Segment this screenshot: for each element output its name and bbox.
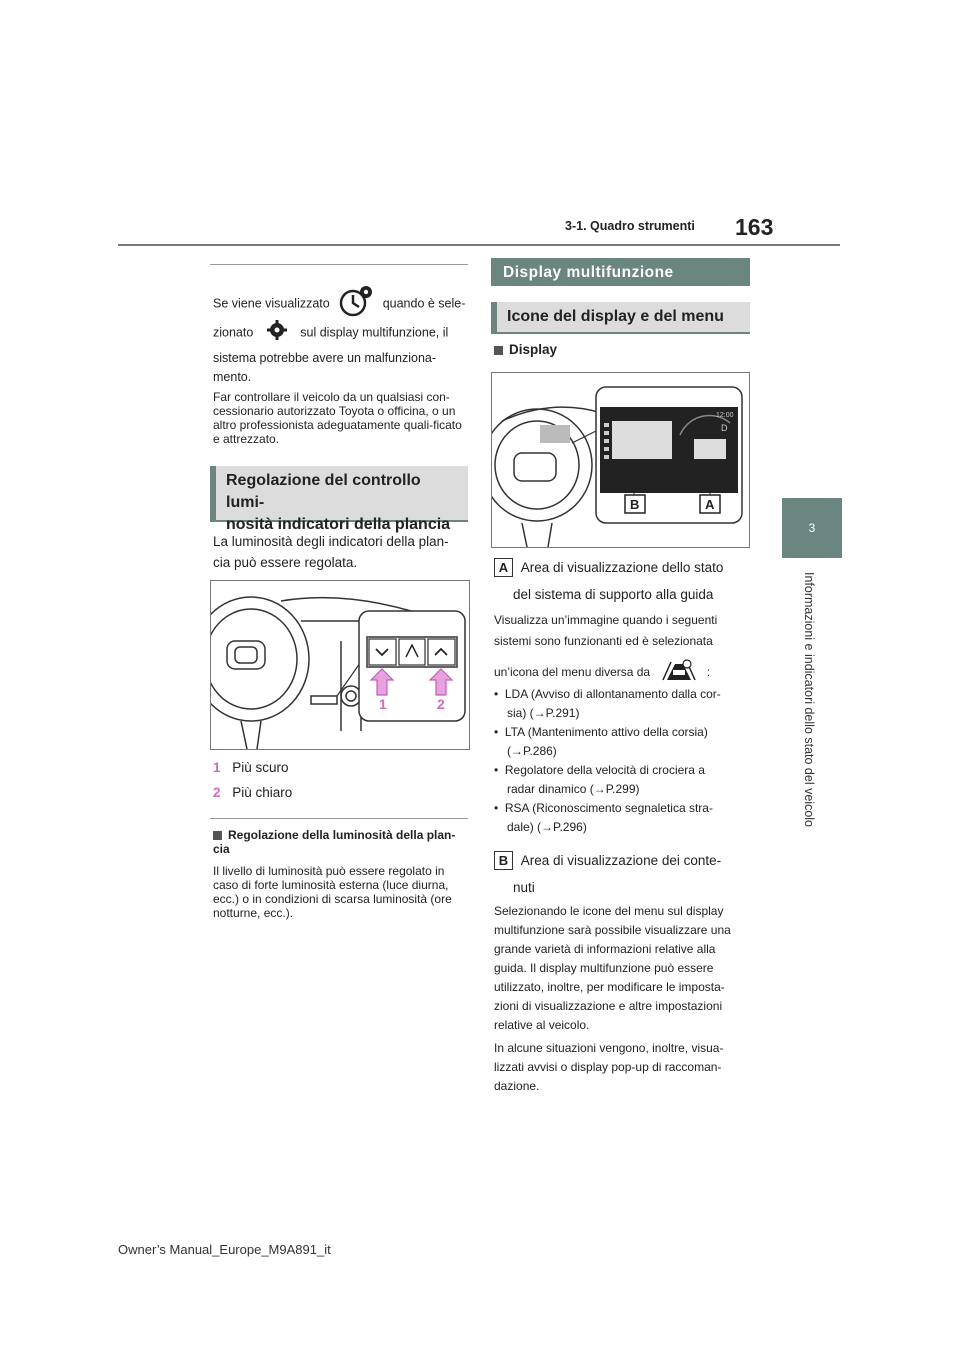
driving-assist-icon [661, 658, 697, 688]
dashboard-illustration [211, 581, 469, 749]
desc-line: zioni di visualizzazione e altre impostazioni [494, 999, 723, 1013]
clock-gear-icon [337, 284, 375, 324]
list-item-cont: radar dinamico (→P.299) [507, 782, 640, 796]
area-a-title-text: Area di visualizzazione dello stato [520, 560, 724, 575]
chapter-title: Informazioni e indicatori dello stato del veicolo [802, 572, 816, 827]
note-text: Se viene visualizzato [213, 296, 330, 311]
area-a-title-2: del sistema di supporto alla guida [513, 587, 714, 602]
area-b-title-text: Area di visualizzazione dei conte- [520, 853, 722, 868]
note-text: sul display multifunzione, il [300, 325, 449, 340]
note-paragraph: Far controllare il veicolo da un qualsiasi con-cessionario autorizzato Toyota o officina, o un altro professionista adeguatamente quali-ficato e attrezzato. [213, 390, 462, 446]
content-area-b [612, 421, 672, 459]
footer-manual-id: Owner’s Manual_Europe_M9A891_it [118, 1242, 331, 1257]
display-illustration [492, 373, 749, 547]
sub-rule [210, 818, 468, 819]
area-b-title-2: nuti [513, 880, 535, 895]
list-item-cont: (→P.286) [507, 744, 557, 758]
label-b-box: B [494, 851, 513, 870]
list-item: • RSA (Riconoscimento segnaletica stra- [494, 801, 713, 815]
square-bullet-icon [213, 831, 222, 840]
note-line-3: sistema potrebbe avere un malfunziona- [213, 351, 437, 365]
figure-label-b: B [630, 497, 640, 512]
intro-line-2: cia può essere regolata. [213, 555, 358, 570]
sub-paragraph: Il livello di luminosità può essere regolato in caso di forte luminosità esterna (luce diurna, ecc.) o in condizioni di scarsa luminosità (ore notturne, ecc.). [213, 864, 452, 920]
note-top-rule [210, 264, 468, 265]
brightness-figure [210, 580, 470, 750]
area-b-title-1 [494, 851, 721, 870]
header-rule [118, 244, 840, 246]
note-line-4: mento. [213, 370, 252, 384]
list-item-cont: sia) (→P.291) [507, 706, 580, 720]
chapter-tab: 3 [782, 498, 842, 558]
subheading-text: Regolazione della luminosità della plan-cia [213, 828, 456, 856]
list-item [213, 783, 292, 802]
desc-line: grande varietà di informazioni relative alla [494, 942, 716, 956]
system-list [494, 685, 749, 837]
intro-line-1: La luminosità degli indicatori della plan- [213, 534, 449, 549]
list-item-cont: dale) (→P.296) [507, 820, 587, 834]
desc-line: Selezionando le icone del menu sul display [494, 904, 724, 918]
desc-line: relative al veicolo. [494, 1018, 590, 1032]
list-item: • Regolatore della velocità di crociera a [494, 763, 705, 777]
bullet-text: Regolatore della velocità di crociera a [504, 763, 705, 777]
gear-readout: D [721, 423, 728, 433]
desc-line: guida. Il display multifunzione può essere [494, 961, 714, 975]
area-a-desc-1: Visualizza un’immagine quando i seguenti [494, 613, 718, 627]
note-text: quando è sele- [382, 296, 466, 311]
display-label-text: Display [509, 342, 558, 357]
note-text: zionato [213, 325, 254, 340]
list-item: • LDA (Avviso di allontanamento dalla cor- [494, 687, 721, 701]
desc-line: dazione. [494, 1079, 540, 1093]
chapter-title-vertical [798, 572, 818, 872]
section-header: 3-1. Quadro strumenti [565, 219, 695, 233]
area-a-desc-3 [494, 658, 710, 688]
section-heading-display: Display multifunzione [491, 258, 750, 286]
desc-line: multifunzione sarà possibile visualizzare una [494, 923, 731, 937]
item-number: 2 [213, 785, 221, 800]
bullet-text: LTA (Mantenimento attivo della corsia) [504, 725, 708, 739]
desc-line: In alcune situazioni vengono, inoltre, visua- [494, 1041, 724, 1055]
section-heading-icons: Icone del display e del menu [491, 302, 750, 334]
darker-button [369, 639, 396, 665]
figure-label-a: A [705, 497, 715, 512]
list-item [213, 758, 289, 777]
support-area-a [694, 439, 726, 459]
gear-icon [267, 320, 287, 346]
desc-line: lizzati avvisi o display pop-up di raccoman- [494, 1060, 722, 1074]
bullet-text: LDA (Avviso di allontanamento dalla cor- [504, 687, 721, 701]
heading-line: Regolazione del controllo lumi- [226, 472, 421, 511]
heading-line: nosità indicatori della plancia [226, 516, 451, 533]
list-item: • LTA (Mantenimento attivo della corsia) [494, 725, 708, 739]
figure-label-2: 2 [437, 696, 445, 712]
note-line-1 [213, 284, 473, 324]
item-number: 1 [213, 760, 221, 775]
display-label [494, 340, 557, 359]
square-bullet-icon [494, 346, 503, 355]
desc-text: : [706, 665, 711, 680]
area-a-title-1 [494, 558, 723, 577]
section-heading-brightness [210, 466, 468, 533]
bullet-text: RSA (Riconoscimento segnaletica stra- [504, 801, 713, 815]
area-a-desc-2: sistemi sono funzionanti ed è selezionata [494, 634, 713, 648]
desc-line: utilizzato, inoltre, per modificare le imposta- [494, 980, 725, 994]
clock-readout: 12:00 [716, 412, 734, 419]
brighter-button [428, 639, 455, 665]
desc-text: un’icona del menu diversa da [494, 665, 651, 680]
item-text: Più chiaro [232, 785, 293, 800]
subheading [213, 828, 468, 856]
area-b-description [494, 902, 754, 1096]
page-number: 163 [735, 214, 774, 240]
multifunction-display-figure [491, 372, 750, 548]
item-text: Più scuro [232, 760, 289, 775]
figure-label-1: 1 [379, 696, 387, 712]
label-a-box: A [494, 558, 513, 577]
note-line-2 [213, 320, 473, 346]
